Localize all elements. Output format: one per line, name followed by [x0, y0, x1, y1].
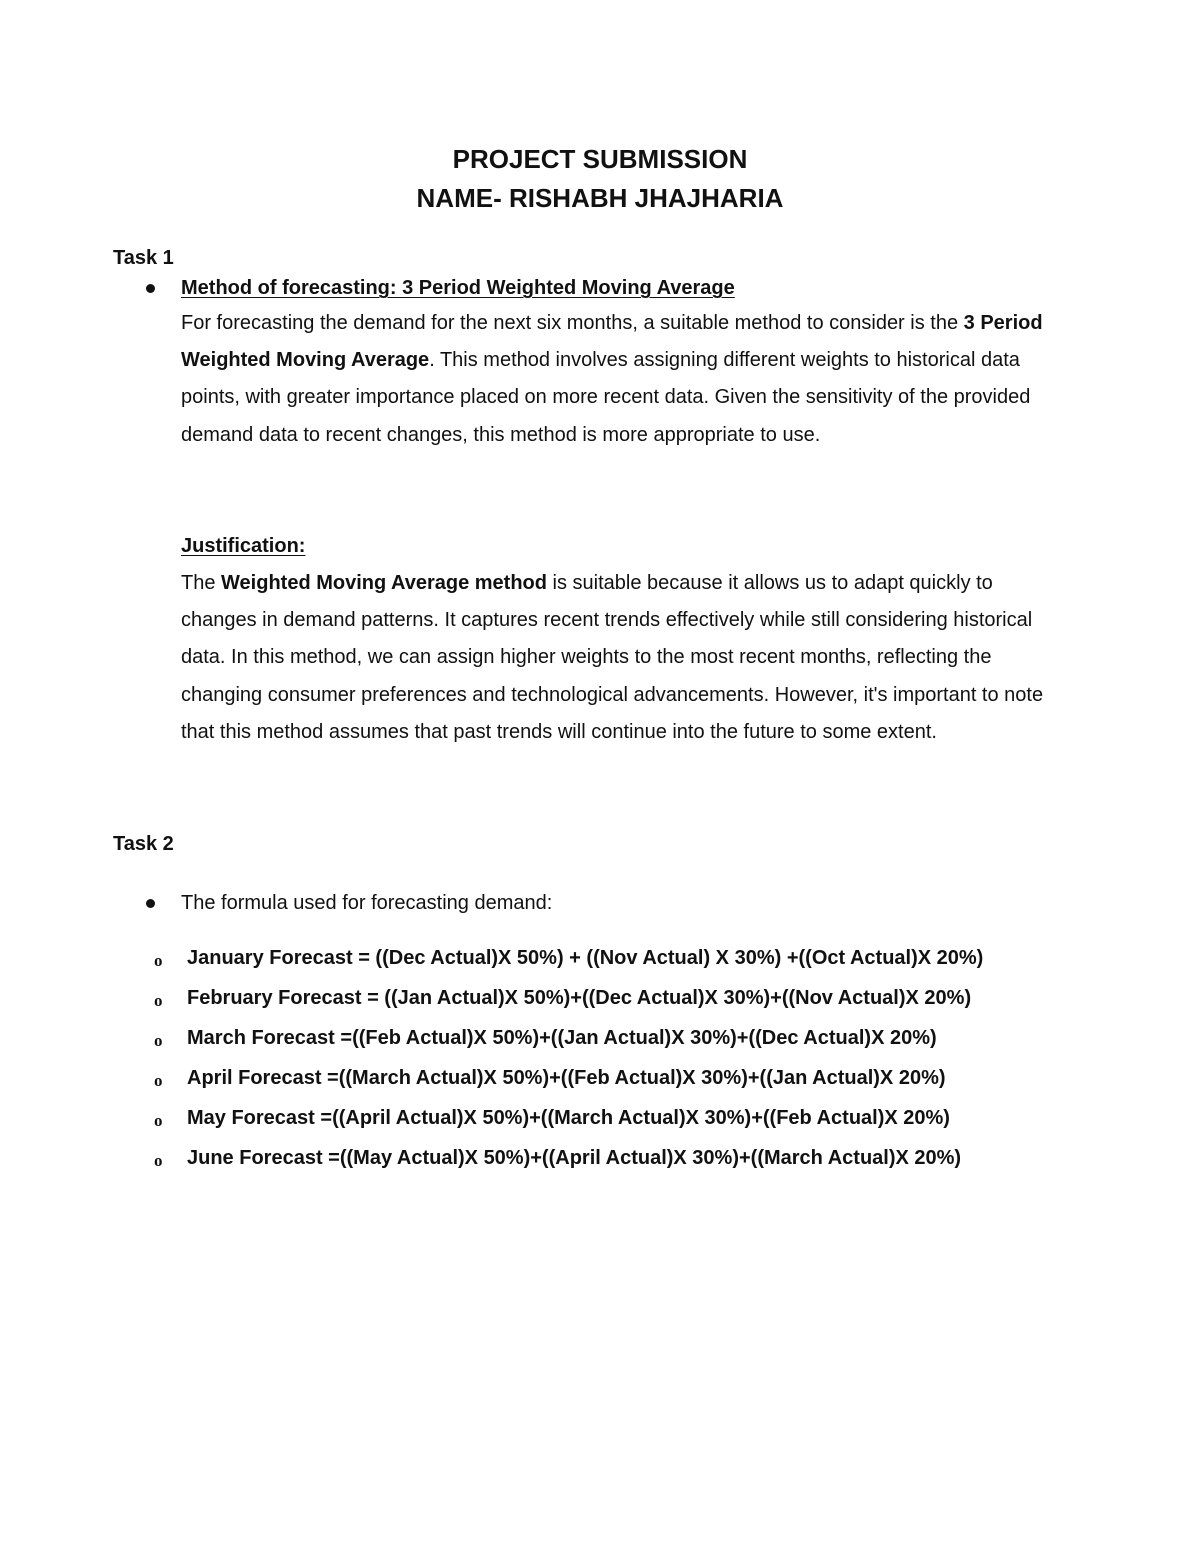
- method-paragraph: [181, 305, 1061, 454]
- method-paragraph-bold: 3 Period Weighted Moving Average: [181, 312, 1043, 372]
- method-paragraph-end: . This method involves assigning different weights to historical data points, with greater importance placed on more recent data. Given the sensitivity of the provided demand data to recent changes, this method is more appropriate to use.: [181, 349, 1031, 446]
- justification-label: Justification:: [181, 535, 306, 557]
- justification-paragraph-start: The: [181, 572, 222, 594]
- author-name: NAME- RISHABH JHAJHARIA: [416, 183, 784, 213]
- formula-text: April Forecast =((March Actual)X 50%)+((Feb Actual)X 30%)+((Jan Actual)X 20%): [187, 1067, 946, 1089]
- task1-heading: Task 1: [113, 247, 174, 269]
- document-title: PROJECT SUBMISSION: [452, 144, 748, 174]
- bullet-icon: [146, 284, 155, 293]
- formula-text: June Forecast =((May Actual)X 50%)+((April Actual)X 30%)+((March Actual)X 20%): [187, 1147, 962, 1169]
- formula-marker-icon: o: [154, 951, 163, 970]
- formula-text: March Forecast =((Feb Actual)X 50%)+((Jan Actual)X 30%)+((Dec Actual)X 20%): [187, 1027, 937, 1049]
- formula-marker-icon: o: [154, 1111, 163, 1130]
- formula-marker-icon: o: [154, 1031, 163, 1050]
- method-label: Method of forecasting: 3 Period Weighted Moving Average: [181, 277, 735, 299]
- formula-text: January Forecast = ((Dec Actual)X 50%) + ((Nov Actual) X 30%) +((Oct Actual)X 20%): [187, 947, 984, 969]
- bullet-icon: [146, 899, 155, 908]
- task2-heading: Task 2: [113, 833, 174, 855]
- formula-marker-icon: o: [154, 1151, 163, 1170]
- method-paragraph-start: For forecasting the demand for the next six months, a suitable method to consider is the: [181, 312, 964, 334]
- title-block: [0, 140, 1200, 218]
- justification-paragraph-bold: Weighted Moving Average method: [221, 572, 547, 594]
- formula-text: May Forecast =((April Actual)X 50%)+((March Actual)X 30%)+((Feb Actual)X 20%): [187, 1107, 950, 1129]
- formula-intro: The formula used for forecasting demand:: [181, 892, 553, 914]
- formula-marker-icon: o: [154, 1071, 163, 1090]
- justification-paragraph: [181, 565, 1061, 751]
- formula-marker-icon: o: [154, 991, 163, 1010]
- formula-text: February Forecast = ((Jan Actual)X 50%)+((Dec Actual)X 30%)+((Nov Actual)X 20%): [187, 987, 972, 1009]
- justification-paragraph-end: is suitable because it allows us to adapt quickly to changes in demand patterns. It captures recent trends effectively while still considering historical data. In this method, we can assign higher weights to the most recent months, reflecting the changing consumer preferences and technological advancements. However, it's important to note that this method assumes that past trends will continue into the future to some extent.: [181, 572, 1044, 743]
